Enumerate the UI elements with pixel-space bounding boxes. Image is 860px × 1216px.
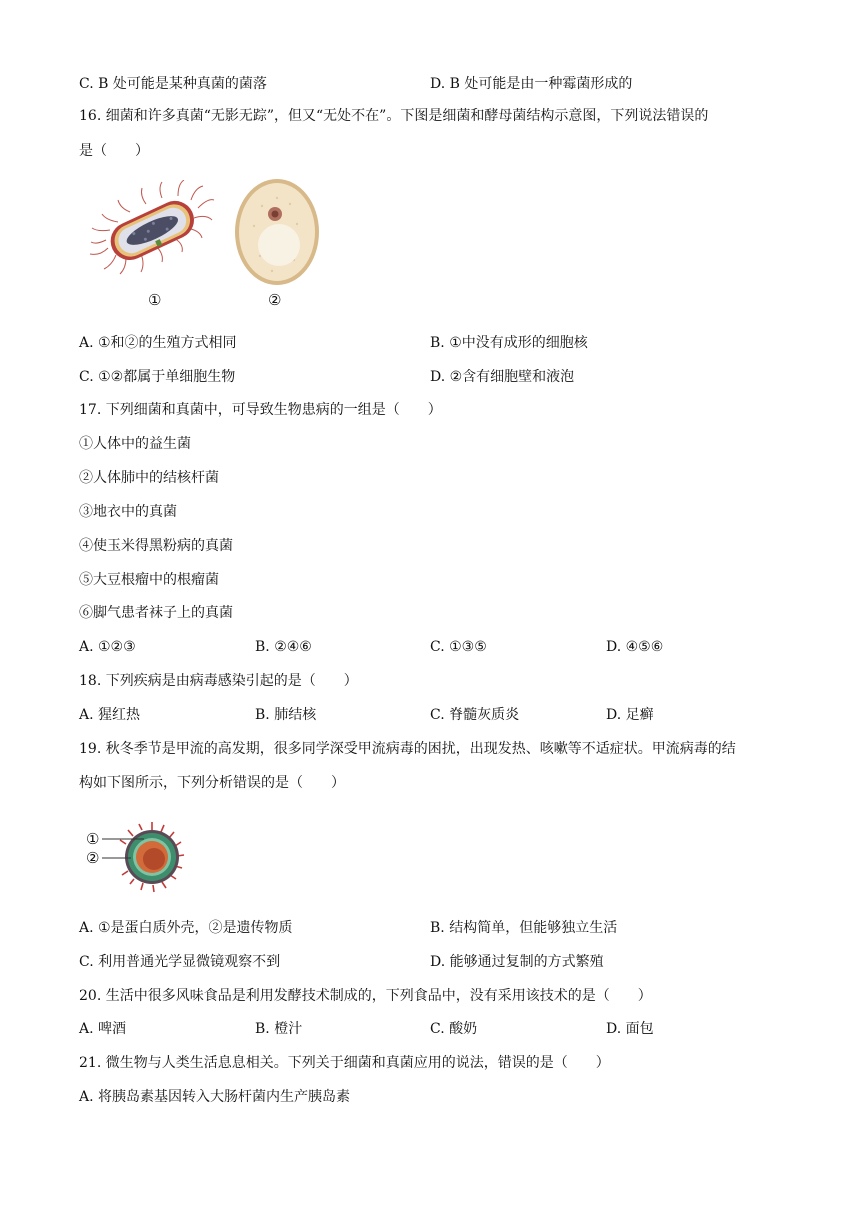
bacterium-diagram <box>86 180 216 280</box>
influenza-virus-diagram <box>84 818 194 898</box>
q18-option-a: A. 猩红热 <box>79 707 141 723</box>
q19-option-a: A. ①是蛋白质外壳，②是遗传物质 <box>79 920 293 936</box>
q19-option-d: D. 能够通过复制的方式繁殖 <box>430 954 604 970</box>
q21-stem: 21. 微生物与人类生活息息相关。下列关于细菌和真菌应用的说法，错误的是（ ） <box>79 1055 610 1071</box>
q17-option-c: C. ①③⑤ <box>430 639 487 655</box>
q17-item-1: ①人体中的益生菌 <box>79 436 191 452</box>
q20-option-c: C. 酸奶 <box>430 1021 478 1037</box>
q20-option-b: B. 橙汁 <box>255 1021 303 1037</box>
q19-option-b: B. 结构简单，但能够独立生活 <box>430 920 618 936</box>
q17-stem: 17. 下列细菌和真菌中，可导致生物患病的一组是（ ） <box>79 402 442 418</box>
q16-option-d: D. ②含有细胞壁和液泡 <box>430 369 575 385</box>
q19-stem-line2: 构如下图所示，下列分析错误的是（ ） <box>79 775 345 791</box>
q15-option-c: C. B 处可能是某种真菌的菌落 <box>79 76 267 92</box>
q17-item-6: ⑥脚气患者袜子上的真菌 <box>79 605 233 621</box>
q16-option-a: A. ①和②的生殖方式相同 <box>79 335 237 351</box>
yeast-diagram <box>232 176 322 288</box>
q17-item-4: ④使玉米得黑粉病的真菌 <box>79 538 233 554</box>
q20-stem: 20. 生活中很多风味食品是利用发酵技术制成的，下列食品中，没有采用该技术的是（ ） <box>79 988 652 1004</box>
q19-figure-label-1: ① <box>86 830 100 848</box>
q16-stem-line1: 16. 细菌和许多真菌“无影无踪”，但又“无处不在”。下图是细菌和酵母菌结构示意图，下列说法错误的 <box>79 108 709 124</box>
q19-figure-label-2: ② <box>86 849 100 867</box>
q16-stem-line2: 是（ ） <box>79 143 149 159</box>
q20-option-d: D. 面包 <box>606 1021 654 1037</box>
q16-option-b: B. ①中没有成形的细胞核 <box>430 335 588 351</box>
q15-option-d: D. B 处可能是由一种霉菌形成的 <box>430 76 633 92</box>
q19-stem-line1: 19. 秋冬季节是甲流的高发期，很多同学深受甲流病毒的困扰，出现发热、咳嗽等不适症状。甲流病毒的结 <box>79 741 736 757</box>
q18-stem: 18. 下列疾病是由病毒感染引起的是（ ） <box>79 673 358 689</box>
q17-item-5: ⑤大豆根瘤中的根瘤菌 <box>79 572 219 588</box>
q17-option-a: A. ①②③ <box>79 639 136 655</box>
q18-option-c: C. 脊髓灰质炎 <box>430 707 520 723</box>
q16-option-c: C. ①②都属于单细胞生物 <box>79 369 236 385</box>
q18-option-b: B. 肺结核 <box>255 707 317 723</box>
q17-item-3: ③地衣中的真菌 <box>79 504 177 520</box>
q18-option-d: D. 足癣 <box>606 707 654 723</box>
q17-option-d: D. ④⑤⑥ <box>606 639 664 655</box>
q16-figure-label-2: ② <box>268 291 282 309</box>
q21-option-a: A. 将胰岛素基因转入大肠杆菌内生产胰岛素 <box>79 1089 351 1105</box>
q17-item-2: ②人体肺中的结核杆菌 <box>79 470 219 486</box>
q19-option-c: C. 利用普通光学显微镜观察不到 <box>79 954 281 970</box>
q17-option-b: B. ②④⑥ <box>255 639 312 655</box>
q16-figure-label-1: ① <box>148 291 162 309</box>
q20-option-a: A. 啤酒 <box>79 1021 127 1037</box>
